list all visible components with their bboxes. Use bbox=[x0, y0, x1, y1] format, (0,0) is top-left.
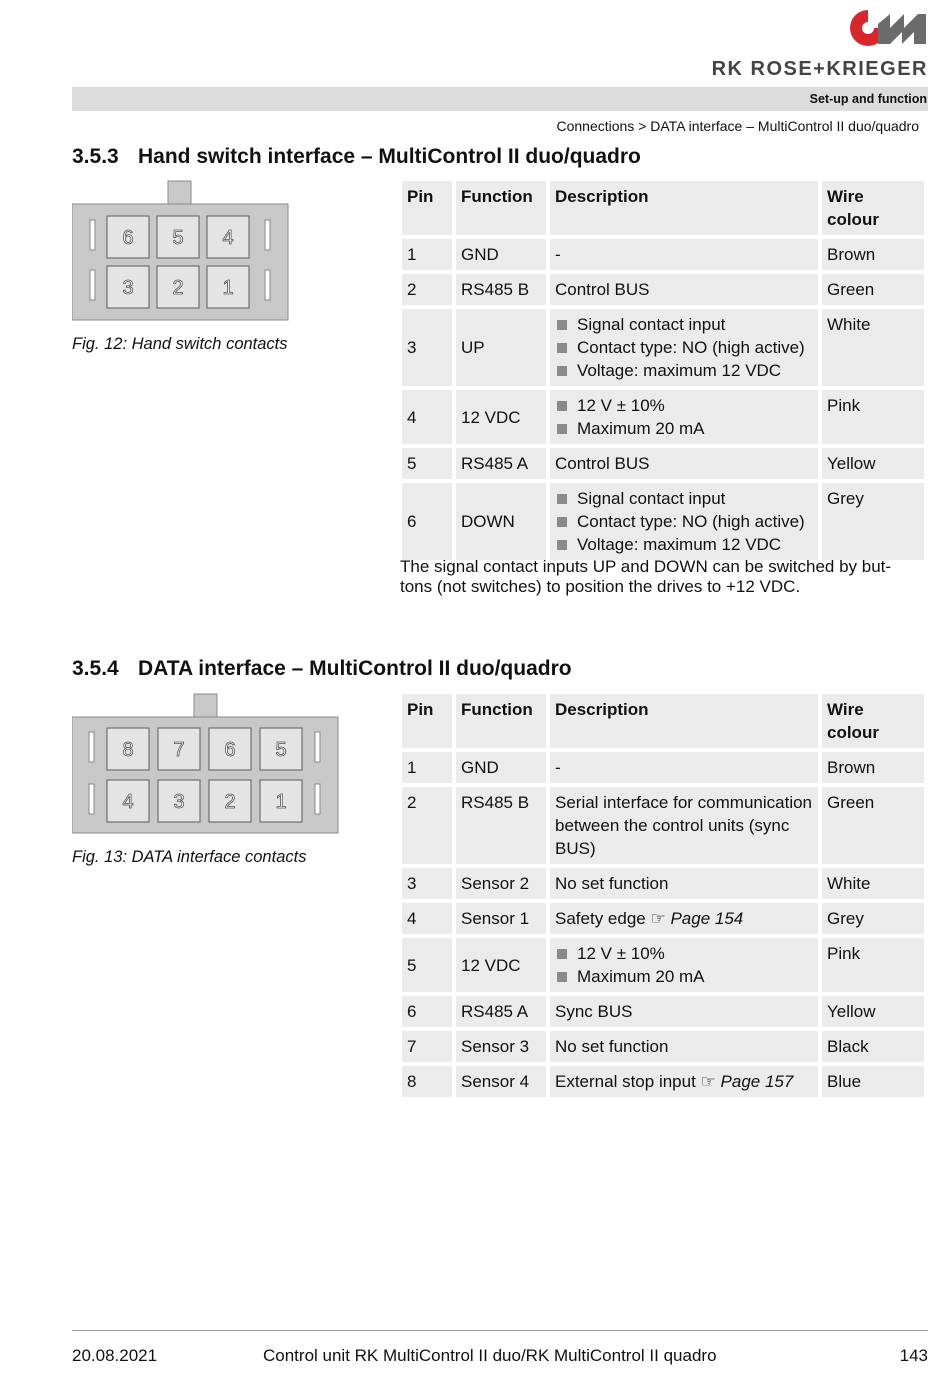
list-item: Maximum 20 mA bbox=[555, 965, 813, 988]
wire-colour-cell: Brown bbox=[822, 239, 924, 270]
connector-pin-number: 5 bbox=[172, 227, 184, 249]
description-cell: Serial interface for communication between the control units (sync BUS) bbox=[550, 787, 818, 864]
page-reference-link[interactable]: Page 157 bbox=[720, 1072, 794, 1091]
connector-pin-number: 4 bbox=[122, 791, 134, 813]
pin-cell: 1 bbox=[402, 239, 452, 270]
function-cell: UP bbox=[456, 309, 546, 386]
table-row bbox=[402, 1066, 924, 1097]
pin-cell: 4 bbox=[402, 390, 452, 444]
function-cell: 12 VDC bbox=[456, 938, 546, 992]
footer-document-title: Control unit RK MultiControl II duo/RK MultiControl II quadro bbox=[263, 1346, 717, 1365]
section-label: Set-up and function bbox=[809, 92, 927, 106]
list-item: Voltage: maximum 12 VDC bbox=[555, 359, 813, 382]
description-cell bbox=[550, 903, 818, 934]
brand-name: RK ROSE+KRIEGER bbox=[711, 58, 928, 80]
bullet-list bbox=[555, 313, 813, 382]
column-header-wire-colour: Wire colour bbox=[822, 181, 924, 235]
function-cell: GND bbox=[456, 752, 546, 783]
section-353-heading bbox=[72, 145, 641, 169]
data-interface-pin-table bbox=[398, 690, 928, 1101]
wire-colour-cell: Green bbox=[822, 787, 924, 864]
connector-pin-number: 7 bbox=[173, 739, 185, 761]
table-row bbox=[402, 483, 924, 560]
section-number: 3.5.4 bbox=[72, 657, 119, 680]
list-item: Voltage: maximum 12 VDC bbox=[555, 533, 813, 556]
table-row bbox=[402, 938, 924, 992]
table-row bbox=[402, 274, 924, 305]
data-interface-connector-figure bbox=[72, 692, 376, 834]
section-title: Hand switch interface – MultiControl II duo/quadro bbox=[138, 145, 641, 168]
table-header-row bbox=[402, 694, 924, 748]
section-354-heading bbox=[72, 657, 572, 681]
description-text: External stop input bbox=[555, 1072, 696, 1091]
pin-cell: 2 bbox=[402, 787, 452, 864]
column-header-pin: Pin bbox=[402, 181, 452, 235]
table-row bbox=[402, 239, 924, 270]
company-logo bbox=[686, 8, 930, 80]
list-item: 12 V ± 10% bbox=[555, 942, 813, 965]
function-cell: RS485 A bbox=[456, 448, 546, 479]
table-row bbox=[402, 903, 924, 934]
wire-colour-cell: Brown bbox=[822, 752, 924, 783]
pin-cell: 8 bbox=[402, 1066, 452, 1097]
pin-cell: 4 bbox=[402, 903, 452, 934]
table-row bbox=[402, 309, 924, 386]
function-cell: RS485 B bbox=[456, 274, 546, 305]
description-cell: - bbox=[550, 239, 818, 270]
figure-13-caption: Fig. 13: DATA interface contacts bbox=[72, 848, 307, 866]
section-title: DATA interface – MultiControl II duo/quadro bbox=[138, 657, 572, 680]
function-cell: Sensor 1 bbox=[456, 903, 546, 934]
description-cell: Control BUS bbox=[550, 274, 818, 305]
breadcrumb: Connections > DATA interface – MultiControl II duo/quadro bbox=[556, 118, 919, 134]
table-row bbox=[402, 390, 924, 444]
section-number: 3.5.3 bbox=[72, 145, 119, 168]
connector-pin-number: 1 bbox=[222, 277, 234, 299]
list-item: Maximum 20 mA bbox=[555, 417, 813, 440]
column-header-pin: Pin bbox=[402, 694, 452, 748]
description-cell bbox=[550, 390, 818, 444]
wire-colour-cell: Green bbox=[822, 274, 924, 305]
pin-cell: 5 bbox=[402, 938, 452, 992]
connector-pin-number: 5 bbox=[275, 739, 287, 761]
table-row bbox=[402, 448, 924, 479]
connector-pin-number: 2 bbox=[172, 277, 184, 299]
description-cell: - bbox=[550, 752, 818, 783]
description-cell bbox=[550, 309, 818, 386]
table-row bbox=[402, 752, 924, 783]
description-cell: No set function bbox=[550, 868, 818, 899]
pin-cell: 6 bbox=[402, 483, 452, 560]
function-cell: Sensor 4 bbox=[456, 1066, 546, 1097]
footer-page-number: 143 bbox=[899, 1346, 928, 1365]
connector-pin-number: 2 bbox=[224, 791, 236, 813]
list-item: Contact type: NO (high active) bbox=[555, 336, 813, 359]
hand-switch-connector-figure bbox=[72, 180, 376, 322]
rk-logo-icon bbox=[848, 8, 928, 46]
column-header-function: Function bbox=[456, 694, 546, 748]
column-header-function: Function bbox=[456, 181, 546, 235]
column-header-wire-colour: Wire colour bbox=[822, 694, 924, 748]
list-item: Signal contact input bbox=[555, 313, 813, 336]
wire-colour-cell: Grey bbox=[822, 903, 924, 934]
hand-pointer-icon: ☞ bbox=[700, 1072, 716, 1091]
footer-date: 20.08.2021 bbox=[72, 1346, 158, 1365]
description-cell: Sync BUS bbox=[550, 996, 818, 1027]
signal-contact-note bbox=[400, 557, 922, 597]
wire-colour-cell: Yellow bbox=[822, 448, 924, 479]
description-cell: Control BUS bbox=[550, 448, 818, 479]
pin-cell: 7 bbox=[402, 1031, 452, 1062]
bullet-list bbox=[555, 394, 813, 440]
description-text: Safety edge bbox=[555, 909, 646, 928]
function-cell: 12 VDC bbox=[456, 390, 546, 444]
wire-colour-cell: Black bbox=[822, 1031, 924, 1062]
table-row bbox=[402, 787, 924, 864]
table-row bbox=[402, 996, 924, 1027]
connector-pin-number: 3 bbox=[122, 277, 134, 299]
list-item: Contact type: NO (high active) bbox=[555, 510, 813, 533]
section-header-bar bbox=[72, 87, 928, 111]
description-cell bbox=[550, 938, 818, 992]
wire-colour-cell: Blue bbox=[822, 1066, 924, 1097]
list-item: Signal contact input bbox=[555, 487, 813, 510]
hand-pointer-icon: ☞ bbox=[650, 909, 666, 928]
wire-colour-cell: Grey bbox=[822, 483, 924, 560]
description-cell bbox=[550, 483, 818, 560]
bullet-list bbox=[555, 487, 813, 556]
table-header-row bbox=[402, 181, 924, 235]
column-header-description: Description bbox=[550, 694, 818, 748]
figure-12-caption: Fig. 12: Hand switch contacts bbox=[72, 335, 288, 353]
function-cell: Sensor 3 bbox=[456, 1031, 546, 1062]
wire-colour-cell: Pink bbox=[822, 938, 924, 992]
wire-colour-cell: White bbox=[822, 309, 924, 386]
pin-cell: 2 bbox=[402, 274, 452, 305]
table-row bbox=[402, 868, 924, 899]
footer-divider bbox=[72, 1330, 928, 1331]
function-cell: GND bbox=[456, 239, 546, 270]
function-cell: RS485 A bbox=[456, 996, 546, 1027]
connector-pin-number: 6 bbox=[122, 227, 134, 249]
page-reference-link[interactable]: Page 154 bbox=[670, 909, 744, 928]
description-cell: No set function bbox=[550, 1031, 818, 1062]
bullet-list bbox=[555, 942, 813, 988]
table-row bbox=[402, 1031, 924, 1062]
function-cell: DOWN bbox=[456, 483, 546, 560]
wire-colour-cell: Yellow bbox=[822, 996, 924, 1027]
description-cell bbox=[550, 1066, 818, 1097]
pin-cell: 5 bbox=[402, 448, 452, 479]
connector-pin-number: 3 bbox=[173, 791, 185, 813]
pin-cell: 6 bbox=[402, 996, 452, 1027]
connector-pin-number: 6 bbox=[224, 739, 236, 761]
connector-pin-number: 1 bbox=[275, 791, 287, 813]
note-line: tons (not switches) to position the drives to +12 VDC. bbox=[400, 577, 801, 596]
column-header-description: Description bbox=[550, 181, 818, 235]
pin-cell: 1 bbox=[402, 752, 452, 783]
pin-cell: 3 bbox=[402, 309, 452, 386]
connector-pin-number: 8 bbox=[122, 739, 134, 761]
list-item: 12 V ± 10% bbox=[555, 394, 813, 417]
wire-colour-cell: White bbox=[822, 868, 924, 899]
function-cell: RS485 B bbox=[456, 787, 546, 864]
note-line: The signal contact inputs UP and DOWN can be switched by but- bbox=[400, 557, 892, 576]
hand-switch-pin-table bbox=[398, 177, 928, 564]
pin-cell: 3 bbox=[402, 868, 452, 899]
function-cell: Sensor 2 bbox=[456, 868, 546, 899]
wire-colour-cell: Pink bbox=[822, 390, 924, 444]
connector-pin-number: 4 bbox=[222, 227, 234, 249]
